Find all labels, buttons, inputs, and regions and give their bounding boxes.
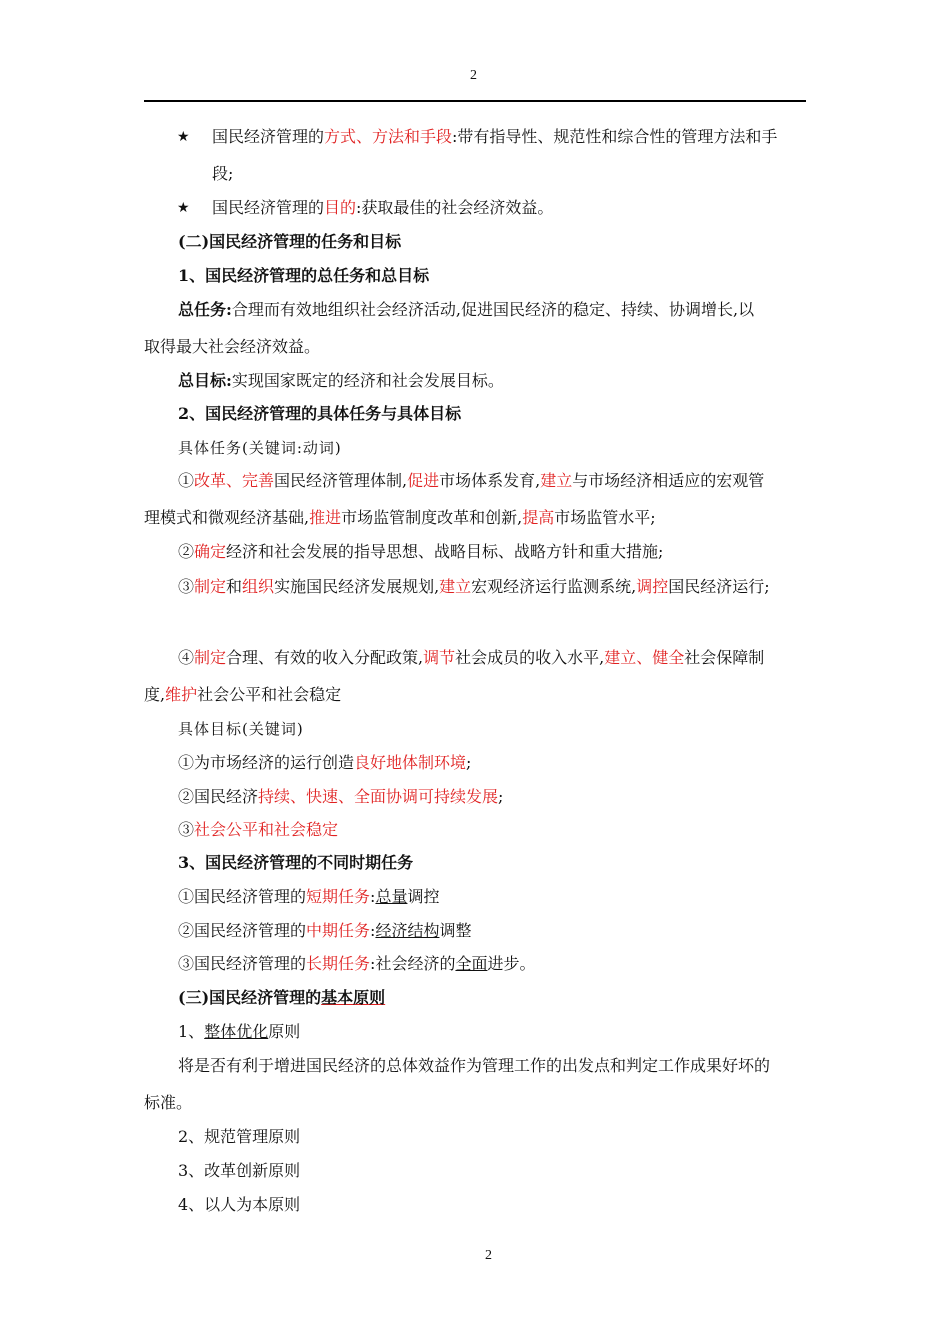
- principle-1: [178, 1021, 300, 1043]
- total-task: [178, 299, 754, 321]
- text: :社会经济的: [370, 954, 456, 973]
- text: 原则: [268, 1022, 301, 1041]
- underlined-text: 基本原则: [321, 988, 386, 1007]
- text: 社会成员的收入水平,: [455, 648, 605, 667]
- text: 国民经济管理的: [194, 921, 307, 940]
- text: 国民经济管理体制,: [274, 471, 408, 490]
- star-bullet-icon: ★: [177, 200, 190, 216]
- red-keyword: 提高: [522, 508, 555, 527]
- period-task-1: [178, 886, 439, 908]
- text: 国民经济运行;: [668, 577, 770, 596]
- text: 国民经济管理的: [194, 954, 307, 973]
- text: :: [370, 887, 376, 906]
- text: 与市场经济相适应的宏观管: [572, 471, 765, 490]
- text: 经济和社会发展的指导思想、战略目标、战略方针和重大措施;: [226, 542, 664, 561]
- principle-4: 4、以人为本原则: [178, 1195, 301, 1214]
- red-keyword: 社会公平和社会稳定: [194, 820, 339, 839]
- text: 理模式和微观经济基础,: [144, 508, 310, 527]
- text: 宏观经济运行监测系统,: [471, 577, 637, 596]
- task-4-cont: [144, 684, 341, 706]
- red-keyword: 促进: [407, 471, 440, 490]
- red-keyword: 改革、完善: [194, 471, 275, 490]
- red-keyword: 良好地体制环境: [354, 753, 467, 772]
- header-rule: [144, 100, 806, 102]
- underlined-text: 经济结构: [375, 921, 440, 940]
- goal-2: [178, 786, 503, 808]
- text: 进步。: [487, 954, 536, 973]
- red-keyword: 建立、健全: [604, 648, 685, 667]
- page-number-bottom: 2: [485, 1248, 492, 1263]
- goal-3: [178, 819, 338, 841]
- page-number-top: 2: [470, 68, 477, 83]
- red-keyword: 中期任务: [306, 921, 371, 940]
- text: 市场监管水平;: [554, 508, 656, 527]
- task-2: [178, 541, 663, 563]
- task-1: [178, 470, 764, 492]
- goal-1: [178, 752, 471, 774]
- text: :带有指导性、规范性和综合性的管理方法和手: [452, 127, 778, 146]
- label: 总任务:: [178, 300, 232, 319]
- text: 合理、有效的收入分配政策,: [226, 648, 424, 667]
- red-keyword: 调控: [636, 577, 669, 596]
- red-keyword: 确定: [194, 542, 227, 561]
- num: ③: [178, 954, 195, 973]
- underlined-text: 总量: [375, 887, 408, 906]
- text: 国民经济: [194, 787, 259, 806]
- total-task-cont: 取得最大社会经济效益。: [144, 337, 321, 356]
- red-keyword: 方式、方法和手段: [324, 127, 453, 146]
- principle-1-desc-cont: 标准。: [144, 1093, 193, 1112]
- red-keyword: 制定: [194, 577, 227, 596]
- text: ;: [466, 753, 472, 772]
- star-item-2: [212, 197, 553, 219]
- num: ④: [178, 648, 195, 667]
- num: ①: [178, 753, 195, 772]
- text: 社会保障制: [684, 648, 765, 667]
- red-keyword: 建立: [540, 471, 573, 490]
- text: 国民经济管理的: [194, 887, 307, 906]
- text: 国民经济管理的: [212, 198, 325, 217]
- text: ;: [498, 787, 504, 806]
- star-item-1-cont: 段;: [212, 164, 234, 183]
- num: ②: [178, 787, 195, 806]
- num: ③: [178, 820, 195, 839]
- principle-2: 2、规范管理原则: [178, 1127, 301, 1146]
- text: 和: [226, 577, 243, 596]
- red-keyword: 长期任务: [306, 954, 371, 973]
- red-keyword: 组织: [242, 577, 275, 596]
- star-bullet-icon: ★: [177, 129, 190, 145]
- star-item-1: [212, 126, 777, 148]
- text: 市场体系发育,: [439, 471, 541, 490]
- text: 调整: [439, 921, 472, 940]
- total-goal: [178, 370, 504, 392]
- task-3: [178, 576, 770, 598]
- period-task-3: [178, 953, 535, 975]
- task-1-cont: [144, 507, 656, 529]
- section-heading-3: [178, 987, 385, 1009]
- red-keyword: 目的: [324, 198, 357, 217]
- text: 度,: [144, 685, 166, 704]
- underlined-text: 整体优化: [204, 1022, 269, 1041]
- text: 社会公平和社会稳定: [197, 685, 342, 704]
- num: ②: [178, 542, 195, 561]
- specific-goals-label: 具体目标(关键词): [178, 720, 304, 738]
- text: 国民经济管理的: [212, 127, 325, 146]
- subheading-1: 1、国民经济管理的总任务和总目标: [178, 266, 430, 285]
- subheading-3: 3、国民经济管理的不同时期任务: [178, 853, 414, 872]
- label: 总目标:: [178, 371, 232, 390]
- text: 实施国民经济发展规划,: [274, 577, 440, 596]
- num: ①: [178, 887, 195, 906]
- text: 调控: [407, 887, 440, 906]
- red-keyword: 调节: [423, 648, 456, 667]
- text: (三)国民经济管理的: [178, 988, 322, 1007]
- underlined-text: 全面: [455, 954, 488, 973]
- principle-1-desc: 将是否有利于增进国民经济的总体效益作为管理工作的出发点和判定工作成果好坏的: [178, 1056, 771, 1075]
- text: 实现国家既定的经济和社会发展目标。: [231, 371, 504, 390]
- red-keyword: 持续、快速、全面协调可持续发展: [258, 787, 499, 806]
- text: :获取最佳的社会经济效益。: [356, 198, 554, 217]
- text: 合理而有效地组织社会经济活动,促进国民经济的稳定、持续、协调增长,以: [231, 300, 755, 319]
- subheading-2: 2、国民经济管理的具体任务与具体目标: [178, 404, 462, 423]
- text: 市场监管制度改革和创新,: [341, 508, 523, 527]
- num: ③: [178, 577, 195, 596]
- text: 1、: [178, 1022, 205, 1041]
- red-keyword: 短期任务: [306, 887, 371, 906]
- red-keyword: 建立: [439, 577, 472, 596]
- task-4: [178, 647, 764, 669]
- period-task-2: [178, 920, 471, 942]
- red-keyword: 推进: [309, 508, 342, 527]
- text: :: [370, 921, 376, 940]
- num: ②: [178, 921, 195, 940]
- section-heading-2: (二)国民经济管理的任务和目标: [178, 232, 402, 251]
- num: ①: [178, 471, 195, 490]
- specific-tasks-label: 具体任务(关键词:动词): [178, 439, 342, 457]
- principle-3: 3、改革创新原则: [178, 1161, 301, 1180]
- text: 为市场经济的运行创造: [194, 753, 355, 772]
- red-keyword: 制定: [194, 648, 227, 667]
- red-keyword: 维护: [165, 685, 198, 704]
